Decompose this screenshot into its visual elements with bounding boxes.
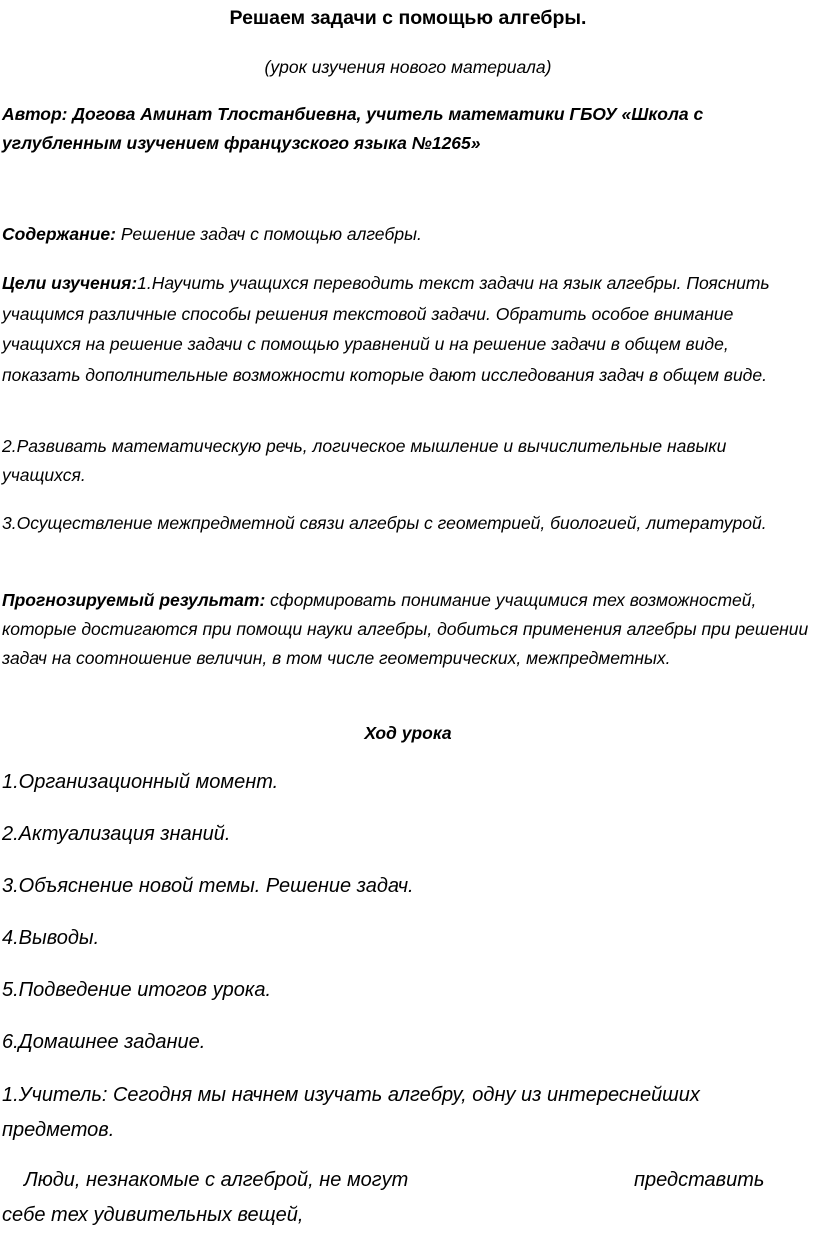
goals-label: Цели изучения: — [2, 273, 138, 293]
document-subtitle: (урок изучения нового материала) — [264, 57, 552, 77]
lesson-step: 3.Объяснение новой темы. Решение задач. — [2, 875, 414, 897]
lesson-step: 4.Выводы. — [2, 927, 100, 949]
result-text: сформировать понимание учащимися тех возможностей, которые достигаются при помощи науки алгебры, добиться применения алгебры при решении задач на соотношение величин, в том числе геометрических, межпредметных. — [2, 590, 809, 668]
lesson-heading: Ход урока — [364, 723, 452, 743]
teacher-paragraph: 1.Учитель: Сегодня мы начнем изучать алгебру, одну из интереснейших предметов. — [2, 1084, 700, 1141]
goals-text: 1.Научить учащихся переводить текст задачи на язык алгебры. Пояснить учащимся различные способы решения текстовой задачи. Обратить особое внимание учащихся на решение задачи с помощью уравнений и на решение задачи в общем виде, показать дополнительные возможности которые дают исследования задач в общем виде. — [2, 273, 770, 385]
goal-3-paragraph: 3.Осуществление межпредметной связи алгебры с геометрией, биологией, литературой. — [2, 513, 767, 533]
quote-line-2: себе тех удивительных вещей, — [2, 1204, 304, 1226]
content-label: Содержание: — [2, 224, 116, 244]
content-paragraph — [2, 220, 810, 249]
quote-right-text: представить — [634, 1169, 765, 1191]
quote-left-text: Люди, незнакомые с алгеброй, не могут — [24, 1169, 409, 1191]
content-text: Решение задач с помощью алгебры. — [116, 224, 422, 244]
goal-2-paragraph: 2.Развивать математическую речь, логическое мышление и вычислительные навыки учащихся. — [2, 436, 727, 485]
lesson-step: 6.Домашнее задание. — [2, 1031, 206, 1053]
lesson-step: 5.Подведение итогов урока. — [2, 979, 272, 1001]
document-title: Решаем задачи с помощью алгебры. — [229, 7, 587, 29]
lesson-step: 1.Организационный момент. — [2, 771, 279, 793]
goals-paragraph — [2, 268, 810, 390]
result-label: Прогнозируемый результат: — [2, 590, 266, 610]
lesson-step: 2.Актуализация знаний. — [2, 823, 231, 845]
author-line: Автор: Догова Аминат Тлостанбиевна, учитель математики ГБОУ «Школа с углубленным изучением французского языка №1265» — [2, 104, 704, 153]
result-paragraph — [2, 586, 810, 673]
